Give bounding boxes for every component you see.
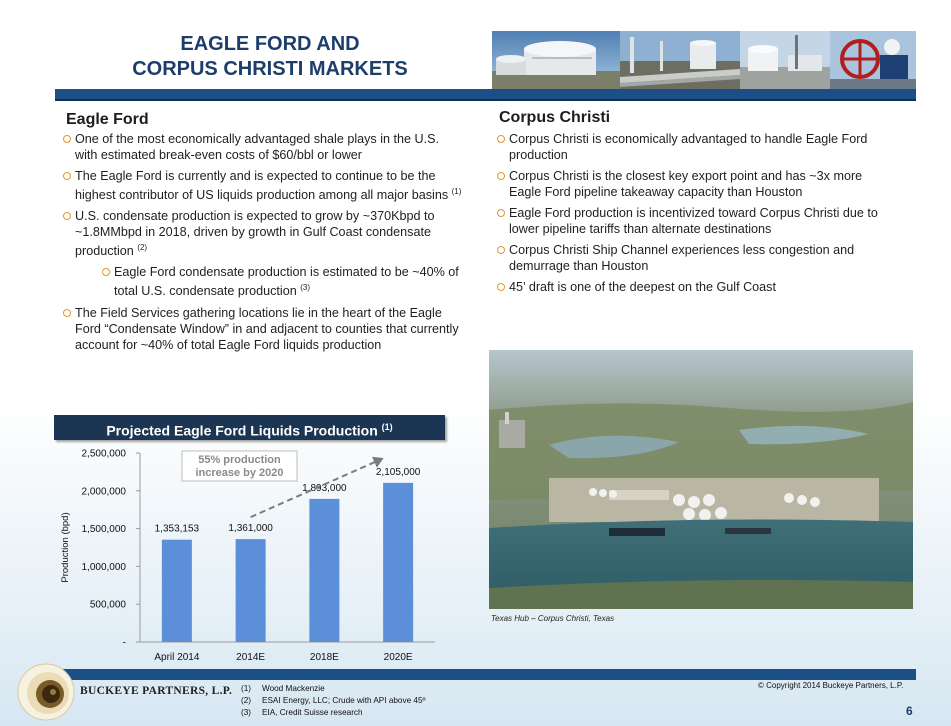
worker-valve-photo [830,31,916,89]
slide-title-line2: CORPUS CHRISTI MARKETS [132,58,408,80]
corpus-christi-bullet-2: Corpus Christi is the closest key export point and has ~3x more Eagle Ford pipeline takeaway capacity than Houston [497,168,897,200]
page-number: 6 [906,704,913,718]
bullet-circle-icon [63,309,71,317]
y-tick-label: - [122,637,126,649]
x-tick-label: 2020E [383,652,413,663]
bullet-circle-icon [63,212,71,220]
footer-rule [55,669,916,680]
footnote-ref: (3) [300,283,311,293]
bar-value-label: 2,105,000 [375,466,421,478]
bar-0 [162,540,192,642]
storage-tank-photo [492,31,620,89]
eagle-ford-bullet-2: The Eagle Ford is currently and is expected to continue to be the highest contributor of US liquids production among all major basins $^{(1)}$ [63,168,463,203]
copyright-notice: © Copyright 2014 Buckeye Partners, L.P. [758,681,904,690]
bar-value-label: 1,893,000 [302,482,347,494]
footnote-2: (2) ESAI Energy, LLC; Crude with API above 45º [241,696,426,705]
bullet-circle-icon [497,135,505,143]
eagle-ford-sub-bullet: Eagle Ford condensate production is estimated to be ~40% of total U.S. condensate production $^{(3)}$ [102,264,463,299]
bullet-circle-icon [497,209,505,217]
annotation-line-1: 55% production [198,454,281,466]
chart-title: Projected Eagle Ford Liquids Production [106,422,382,439]
header-rule [55,89,916,99]
eagle-ford-heading: Eagle Ford [66,111,149,128]
slide-title-line1: EAGLE FORD AND [180,33,360,55]
bullet-circle-icon [63,135,71,143]
y-tick-label: 500,000 [89,599,126,611]
y-tick-label: 1,000,000 [81,561,126,573]
corpus-christi-heading: Corpus Christi [499,109,611,126]
pipeline-photo [620,31,740,89]
corpus-christi-aerial-photo [489,350,913,609]
y-tick-label: 1,500,000 [81,524,126,536]
header-rule-dark [55,99,916,101]
terminal-photo [740,31,830,89]
x-tick-label: 2014E [236,652,266,663]
bar-1 [236,539,266,642]
chart-title-footnote: (1) [381,422,393,432]
corpus-christi-bullet-5: 45’ draft is one of the deepest on the Gulf Coast [497,279,897,295]
eagle-ford-bullet-5: The Field Services gathering locations lie in the heart of the Eagle Ford “Condensate Window” in and adjacent to counties that currently account for ~40% of total Eagle Ford liquids production [63,305,463,353]
header-photo-strip [492,31,916,89]
corpus-christi-bullet-1: Corpus Christi is economically advantaged to handle Eagle Ford production [497,131,897,163]
annotation-line-2: increase by 2020 [195,467,284,479]
eagle-ford-bullet-3: U.S. condensate production is expected to grow by ~370Kbpd to ~1.8MMbpd in 2018, driven by growth in Gulf Coast condensate production $^{(2)}$ [63,208,463,259]
y-tick-label: 2,000,000 [81,486,126,498]
bullet-circle-icon [497,283,505,291]
bar-value-label: 1,353,153 [154,523,200,535]
slide-title [20,32,520,82]
x-tick-label: 2018E [309,652,339,663]
corpus-christi-bullet-3: Eagle Ford production is incentivized toward Corpus Christi due to lower pipeline tariffs than alternate destinations [497,205,897,237]
eagle-ford-bullets [63,131,463,358]
chart-title-banner [54,415,445,440]
buckeye-logo-icon [17,663,75,721]
corpus-christi-bullets [497,131,897,300]
footnotes [241,683,426,719]
company-name: BUCKEYE PARTNERS, L.P. [80,685,233,697]
footnote-ref: (1) [451,187,462,196]
eagle-ford-bullet-1: One of the most economically advantaged shale plays in the U.S. with estimated break-even costs of $60/bbl or lower [63,131,463,163]
y-tick-label: 2,500,000 [81,448,126,460]
bar-3 [383,483,413,642]
bar-value-label: 1,361,000 [228,523,273,535]
bullet-circle-icon [63,172,71,180]
liquids-production-bar-chart [50,442,445,667]
bullet-circle-icon [102,268,110,276]
corpus-christi-bullet-4: Corpus Christi Ship Channel experiences less congestion and demurrage than Houston [497,242,897,274]
bar-2 [309,499,339,642]
footnote-3: (3) EIA, Credit Suisse research [241,708,363,717]
x-tick-label: April 2014 [154,652,200,663]
footnote-1: (1) Wood Mackenzie [241,684,325,693]
footnote-ref: (2) [137,243,148,253]
bullet-circle-icon [497,172,505,180]
photo-caption: Texas Hub – Corpus Christi, Texas [491,614,615,623]
y-axis-label: Production (bpd) [60,512,71,583]
bullet-circle-icon [497,246,505,254]
